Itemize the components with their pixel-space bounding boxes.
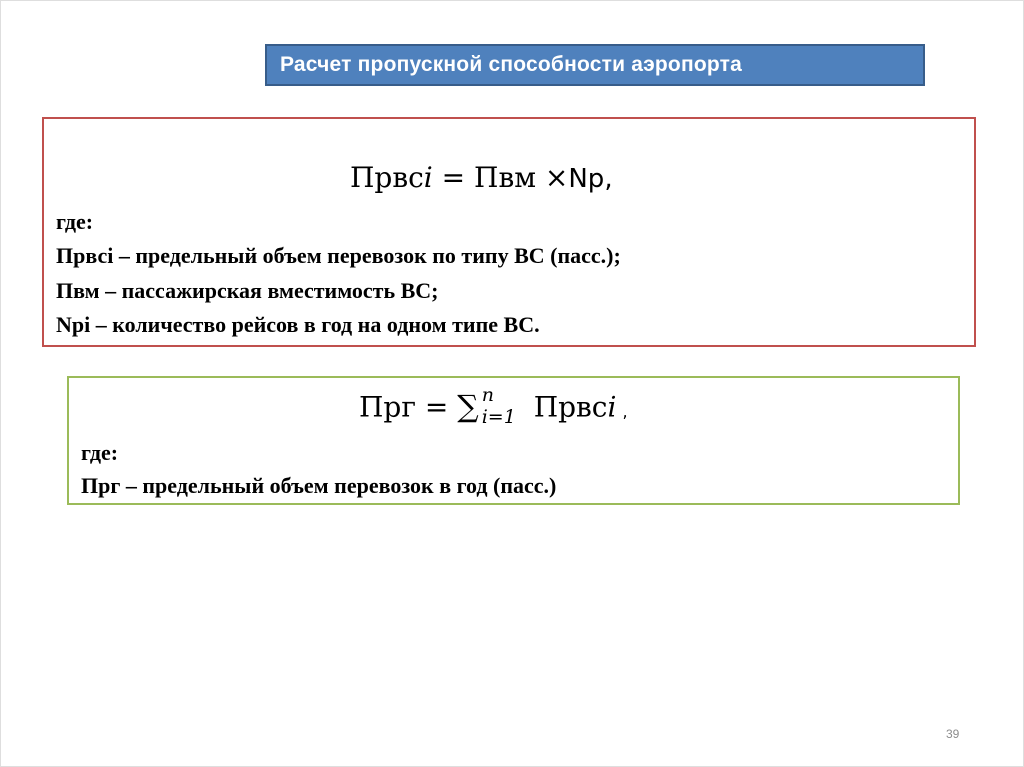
formula1-equals: = xyxy=(432,161,475,194)
formula-box-annual-capacity xyxy=(67,376,960,505)
where-label-1: где: xyxy=(56,209,94,234)
formula2-term: Првс xyxy=(533,390,608,424)
slide-title: Расчет пропускной способности аэропорта xyxy=(280,53,742,76)
formula-capacity-by-type xyxy=(350,161,613,194)
formula1-lhs: Првс xyxy=(350,161,424,194)
definition-line: Прг – предельный объем перевозок в год (пасс.) xyxy=(81,473,557,498)
definition-line: Npi – количество рейсов в год на одном типе ВС. xyxy=(56,312,540,337)
where-label-2: где: xyxy=(81,440,119,465)
title-banner xyxy=(265,44,925,86)
definition-line: Пвм – пассажирская вместимость ВС; xyxy=(56,278,439,303)
formula2-comma: , xyxy=(622,401,628,421)
formula1-lhs-index: i xyxy=(423,161,433,194)
sum-lower-limit: i=1 xyxy=(481,406,516,428)
definition-line: Првсi – предельный объем перевозок по типу ВС (пасс.); xyxy=(56,243,621,268)
formula2-lhs: Прг = xyxy=(359,390,458,424)
sum-limits xyxy=(480,386,534,432)
formula-box-capacity-by-type xyxy=(42,117,976,347)
formula1-rhs-tail: Nр, xyxy=(568,164,613,194)
formula1-rhs: Пвм × xyxy=(474,161,569,194)
sum-upper-limit: n xyxy=(481,384,494,406)
page-number: 39 xyxy=(946,727,960,741)
formula-annual-capacity xyxy=(359,386,628,432)
formula2-term-index: i xyxy=(607,390,617,424)
sum-symbol: ∑ xyxy=(457,389,479,425)
